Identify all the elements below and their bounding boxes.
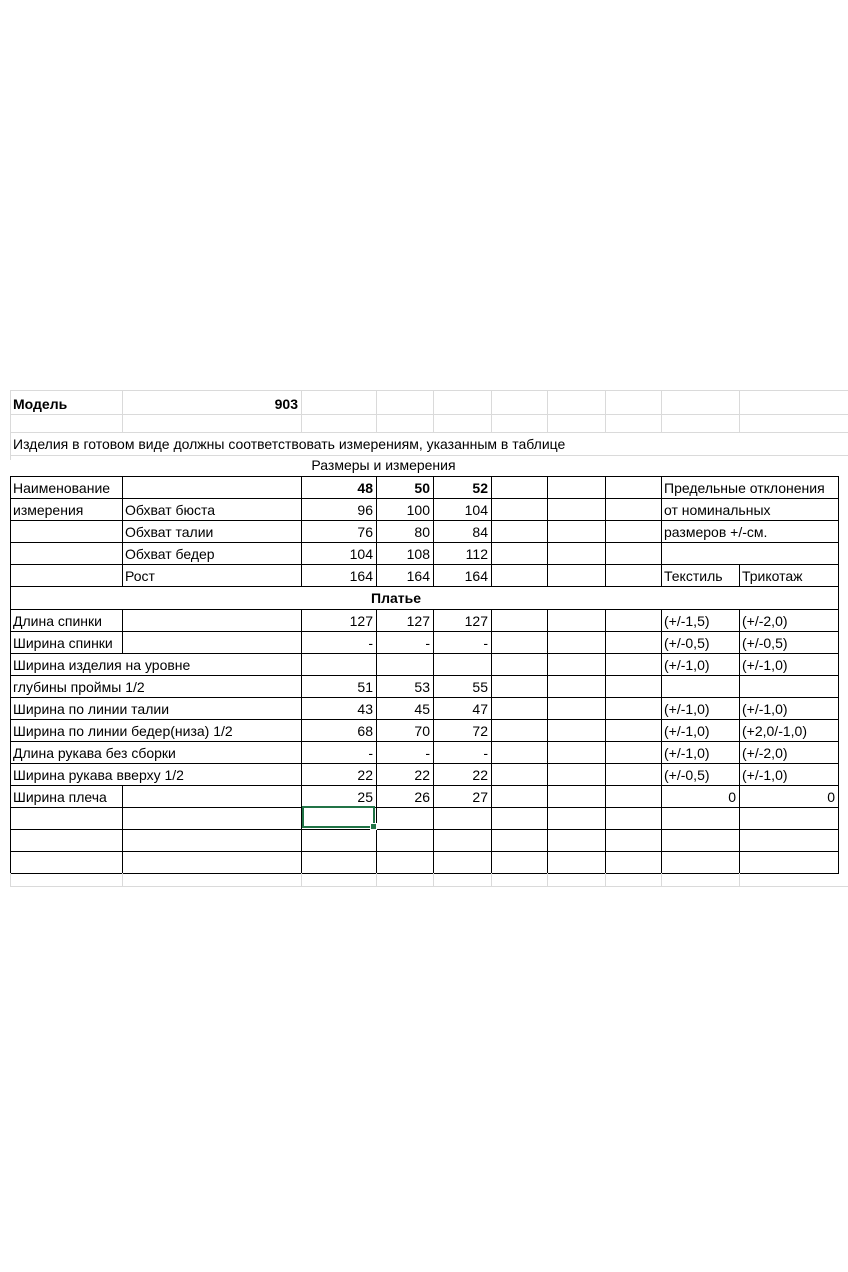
table-title[interactable]: Размеры и измерения	[311, 457, 456, 473]
knit-tolerance[interactable]	[739, 676, 838, 698]
deviation-header-line2[interactable]: от номинальных	[664, 502, 771, 518]
knit-tolerance[interactable]: 0	[827, 789, 835, 805]
textile-tolerance[interactable]: (+/-1,5)	[664, 613, 710, 629]
product-value-48[interactable]	[301, 654, 376, 676]
product-row-name[interactable]: Ширина плеча	[13, 789, 107, 805]
body-measure-value-52[interactable]: 104	[464, 502, 488, 518]
textile-tolerance[interactable]: (+/-1,0)	[664, 745, 710, 761]
knit-tolerance[interactable]: (+/-0,5)	[742, 635, 788, 651]
product-row-name[interactable]: Длина спинки	[13, 613, 102, 629]
body-measure-value-48[interactable]: 104	[349, 546, 373, 562]
product-row-name[interactable]: Ширина рукава вверху 1/2	[13, 767, 184, 783]
textile-tolerance[interactable]: (+/-1,0)	[664, 723, 710, 739]
body-measure-value-52[interactable]: 84	[472, 524, 488, 540]
knit-tolerance[interactable]: (+/-1,0)	[742, 767, 788, 783]
knit-tolerance[interactable]: (+2,0/-1,0)	[742, 723, 807, 739]
product-row-name[interactable]: Ширина изделия на уровне	[13, 657, 191, 673]
body-measure-value-48[interactable]: 164	[349, 568, 373, 584]
knit-tolerance[interactable]: (+/-1,0)	[742, 701, 788, 717]
product-value-50[interactable]: -	[425, 635, 430, 651]
product-value-52[interactable]: -	[483, 635, 488, 651]
product-value-48[interactable]: 51	[357, 679, 373, 695]
product-value-52[interactable]	[433, 654, 491, 676]
knit-header[interactable]: Трикотаж	[742, 568, 803, 584]
body-measure-value-50[interactable]: 80	[414, 524, 430, 540]
textile-tolerance[interactable]: 0	[728, 789, 736, 805]
textile-tolerance[interactable]: (+/-1,0)	[664, 657, 710, 673]
size-52-header[interactable]: 52	[472, 480, 488, 496]
size-48-header[interactable]: 48	[357, 480, 373, 496]
product-value-50[interactable]: 127	[406, 613, 430, 629]
textile-tolerance[interactable]: (+/-0,5)	[664, 767, 710, 783]
product-value-52[interactable]: 55	[472, 679, 488, 695]
product-row-name[interactable]: глубины проймы 1/2	[13, 679, 145, 695]
model-label[interactable]: Модель	[13, 396, 68, 412]
section-title[interactable]: Платье	[371, 590, 421, 606]
product-value-50[interactable]: 45	[414, 701, 430, 717]
product-value-48[interactable]: 43	[357, 701, 373, 717]
body-measure-value-48[interactable]: 76	[357, 524, 373, 540]
body-measure-value-52[interactable]: 164	[464, 568, 488, 584]
product-value-48[interactable]: 127	[349, 613, 373, 629]
product-value-52[interactable]: -	[483, 745, 488, 761]
knit-tolerance[interactable]: (+/-1,0)	[742, 657, 788, 673]
product-row-name[interactable]: Ширина спинки	[13, 635, 113, 651]
product-value-48[interactable]: -	[368, 635, 373, 651]
product-value-48[interactable]: 25	[357, 789, 373, 805]
product-value-50[interactable]: 22	[414, 767, 430, 783]
product-row-name[interactable]: Ширина по линии бедер(низа) 1/2	[13, 723, 233, 739]
product-value-52[interactable]: 127	[464, 613, 488, 629]
body-measure-value-50[interactable]: 108	[406, 546, 430, 562]
name-header-line2[interactable]: измерения	[13, 502, 84, 518]
product-value-52[interactable]: 22	[472, 767, 488, 783]
knit-tolerance[interactable]: (+/-2,0)	[742, 745, 788, 761]
body-measure-value-50[interactable]: 100	[406, 502, 430, 518]
product-value-50[interactable]: 70	[414, 723, 430, 739]
body-measure-name[interactable]: Рост	[125, 568, 155, 584]
knit-tolerance[interactable]: (+/-2,0)	[742, 613, 788, 629]
body-measure-name[interactable]: Обхват бюста	[125, 502, 216, 518]
body-measure-value-50[interactable]: 164	[406, 568, 430, 584]
textile-tolerance[interactable]: (+/-0,5)	[664, 635, 710, 651]
product-value-52[interactable]: 47	[472, 701, 488, 717]
note-text[interactable]: Изделия в готовом виде должны соответствовать измерениям, указанным в таблице	[13, 436, 566, 452]
product-value-50[interactable]: 53	[414, 679, 430, 695]
product-row-name[interactable]: Длина рукава без сборки	[13, 745, 176, 761]
body-measure-name[interactable]: Обхват бедер	[125, 546, 215, 562]
body-measure-value-48[interactable]: 96	[357, 502, 373, 518]
deviation-header-line1[interactable]: Предельные отклонения	[664, 480, 825, 496]
product-value-52[interactable]: 72	[472, 723, 488, 739]
product-value-50[interactable]: -	[425, 745, 430, 761]
textile-tolerance[interactable]: (+/-1,0)	[664, 701, 710, 717]
deviation-header-line3[interactable]: размеров +/-см.	[664, 524, 768, 540]
name-header-line1[interactable]: Наименование	[13, 480, 111, 496]
textile-tolerance[interactable]	[661, 676, 739, 698]
product-value-50[interactable]	[376, 654, 433, 676]
product-value-52[interactable]: 27	[472, 789, 488, 805]
model-number[interactable]: 903	[274, 396, 298, 412]
body-measure-name[interactable]: Обхват талии	[125, 524, 214, 540]
textile-header[interactable]: Текстиль	[664, 568, 723, 584]
body-measure-value-52[interactable]: 112	[465, 546, 488, 562]
size-50-header[interactable]: 50	[414, 480, 430, 496]
selected-cell[interactable]	[302, 806, 375, 828]
product-row-name[interactable]: Ширина по линии талии	[13, 701, 170, 717]
product-value-48[interactable]: 68	[357, 723, 373, 739]
product-value-48[interactable]: -	[368, 745, 373, 761]
product-value-48[interactable]: 22	[357, 767, 373, 783]
fill-handle[interactable]	[370, 823, 377, 830]
product-value-50[interactable]: 26	[414, 789, 430, 805]
